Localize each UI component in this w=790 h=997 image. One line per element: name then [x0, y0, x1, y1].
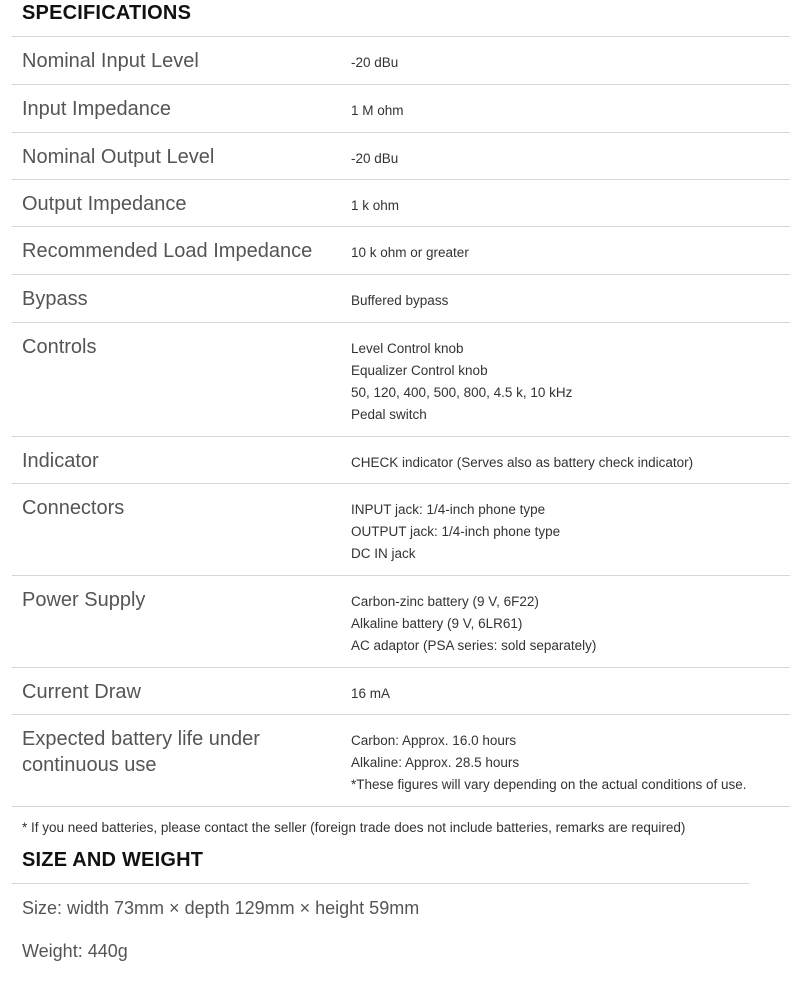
spec-value-line: Carbon: Approx. 16.0 hours [351, 733, 517, 748]
spec-label [12, 37, 341, 84]
spec-value-line: *These figures will vary depending on the actual conditions of use. [351, 777, 747, 792]
spec-label-line: Current Draw [22, 681, 141, 703]
spec-value-line: 1 M ohm [351, 103, 404, 118]
battery-note: * If you need batteries, please contact the seller (foreign trade does not include batteries, remarks are required) [22, 820, 686, 835]
spec-label-line: Bypass [22, 288, 88, 310]
spec-label-line: Recommended Load Impedance [22, 240, 313, 262]
size-text: Size: width 73mm × depth 129mm × height 59mm [22, 898, 420, 918]
spec-value [341, 180, 790, 226]
spec-value-line: 1 k ohm [351, 198, 400, 213]
spec-value [341, 437, 790, 483]
spec-row [12, 85, 790, 133]
spec-row [12, 576, 790, 668]
spec-row [12, 180, 790, 227]
spec-label-line: Nominal Input Level [22, 50, 199, 72]
spec-label [12, 576, 341, 667]
spec-label-line: Controls [22, 336, 97, 358]
spec-label-line: Input Impedance [22, 98, 171, 120]
spec-row [12, 715, 790, 807]
spec-label-line: Indicator [22, 450, 99, 472]
spec-value [341, 85, 790, 132]
spec-row [12, 133, 790, 180]
spec-value [341, 484, 790, 575]
weight-text: Weight: 440g [22, 941, 128, 961]
spec-row [12, 484, 790, 576]
spec-label-line: Output Impedance [22, 193, 187, 215]
spec-label [12, 484, 341, 575]
spec-row [12, 37, 790, 85]
specifications-table [12, 36, 790, 807]
spec-value [341, 37, 790, 84]
spec-value-line: 50, 120, 400, 500, 800, 4.5 k, 10 kHz [351, 385, 573, 400]
spec-label [12, 437, 341, 483]
spec-value-line: Pedal switch [351, 407, 427, 422]
spec-value-line: Alkaline battery (9 V, 6LR61) [351, 616, 523, 631]
spec-value [341, 715, 790, 806]
spec-value-line: -20 dBu [351, 151, 399, 166]
spec-label-line: Nominal Output Level [22, 146, 215, 168]
spec-label [12, 323, 341, 436]
spec-label [12, 715, 341, 806]
size-and-weight-title: SIZE AND WEIGHT [22, 849, 204, 871]
spec-label-line: Connectors [22, 497, 125, 519]
spec-row [12, 227, 790, 275]
spec-label-line: Power Supply [22, 589, 146, 611]
spec-label [12, 227, 341, 274]
spec-value-line: AC adaptor (PSA series: sold separately) [351, 638, 597, 653]
spec-value-line: Level Control knob [351, 341, 464, 356]
spec-row [12, 323, 790, 437]
spec-label [12, 668, 341, 714]
spec-value-line: Buffered bypass [351, 293, 449, 308]
spec-row [12, 275, 790, 323]
spec-value-line: INPUT jack: 1/4-inch phone type [351, 502, 546, 517]
spec-value [341, 323, 790, 436]
spec-value-line: Carbon-zinc battery (9 V, 6F22) [351, 594, 539, 609]
spec-label-line: continuous use [22, 754, 157, 776]
spec-value [341, 275, 790, 322]
spec-value [341, 668, 790, 714]
spec-label [12, 180, 341, 226]
spec-value-line: OUTPUT jack: 1/4-inch phone type [351, 524, 561, 539]
size-and-weight-divider [12, 883, 749, 884]
spec-label-line: Expected battery life under [22, 728, 260, 750]
spec-value [341, 576, 790, 667]
specifications-title: SPECIFICATIONS [22, 2, 192, 24]
spec-value-line: -20 dBu [351, 55, 399, 70]
spec-value-line: 16 mA [351, 686, 391, 701]
spec-label [12, 133, 341, 179]
spec-value-line: CHECK indicator (Serves also as battery check indicator) [351, 455, 694, 470]
spec-value-line: 10 k ohm or greater [351, 245, 469, 260]
spec-value-line: Alkaline: Approx. 28.5 hours [351, 755, 520, 770]
spec-value [341, 133, 790, 179]
spec-value [341, 227, 790, 274]
spec-row [12, 668, 790, 715]
spec-value-line: DC IN jack [351, 546, 416, 561]
spec-row [12, 437, 790, 484]
spec-value-line: Equalizer Control knob [351, 363, 488, 378]
spec-label [12, 85, 341, 132]
spec-label [12, 275, 341, 322]
